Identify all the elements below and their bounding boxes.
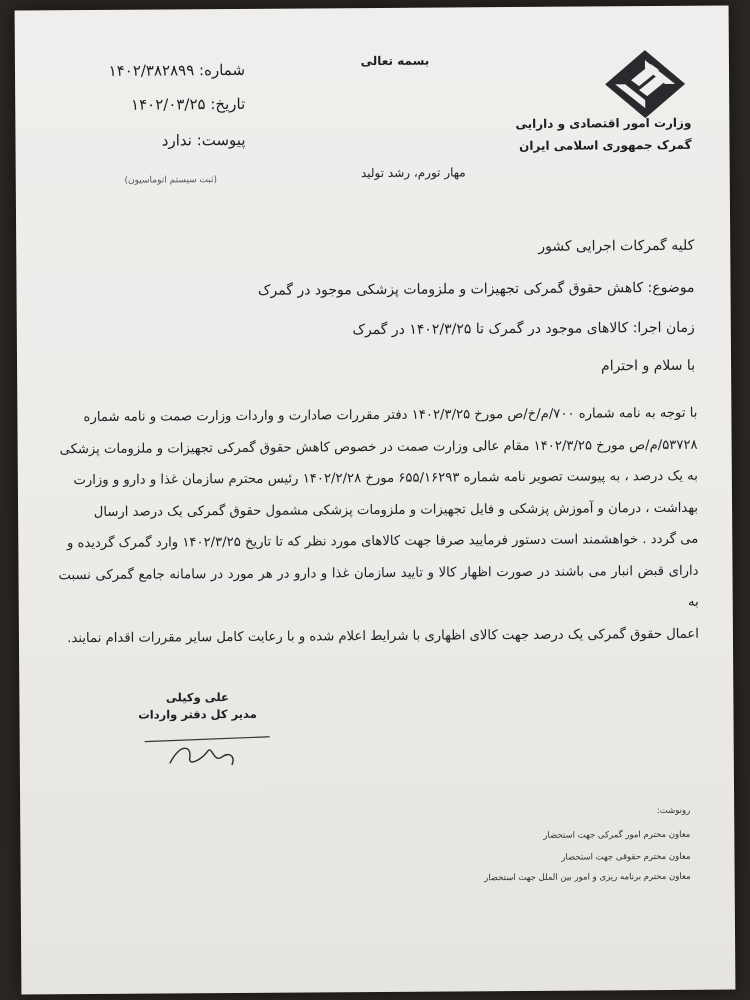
customs-name: گمرک جمهوری اسلامی ایران [519,137,692,153]
system-note: (ثبت سیستم اتوماسیون) [124,175,218,186]
customs-logo-icon [605,50,685,119]
subject: موضوع: کاهش حقوق گمرکی تجهیزات و ملزومات پزشکی موجود در گمرک [257,279,695,299]
ministry-name: وزارت امور اقتصادی و دارایی [515,115,692,132]
letter-body [57,398,699,654]
signer-title: مدیر کل دفتر واردات [138,706,257,722]
handwritten-signature [140,723,290,774]
body-line: اعمال حقوق گمرکی یک درصد جهت کالای اظهاری با شرایط اعلام شده و با رعایت کامل سایر مقررات اقدام نمایند. [67,626,699,646]
bismillah-header: بسمه تعالی [360,53,430,69]
letter-number: شماره: ۱۴۰۲/۳۸۲۸۹۹ [108,60,246,80]
cc-item: معاون محترم حقوقی جهت استحضار [561,851,691,863]
letter-attachment: پیوست: ندارد [161,130,246,150]
body-line: می گردد . خواهشمند است دستور فرمایید صرفا جهت کالاهای مورد نظر که تا تاریخ ۱۴۰۲/۳/۲۵ وارد گمرک گردیده و [66,531,699,552]
letter-page [15,6,736,995]
letter-date: تاریخ: ۱۴۰۲/۰۳/۲۵ [130,94,246,114]
cc-item: معاون محترم امور گمرکی جهت استحضار [543,829,691,841]
cc-heading: رونوشت: [656,805,691,817]
year-slogan: مهار تورم، رشد تولید [360,165,466,181]
greeting: با سلام و احترام [600,357,696,375]
recipient: کلیه گمرکات اجرایی کشور [538,237,695,255]
body-line: بهداشت ، درمان و آموزش پزشکی و فایل تجهیزات و ملزومات پزشکی مشمول حقوق گمرکی یک درصد ارسال [93,500,699,520]
body-line: به یک درصد ، به پیوست تصویر نامه شماره ۶۵۵/۱۶۲۹۳ مورخ ۱۴۰۲/۲/۲۸ رئیس محترم سازمان غذا و دارو و وزارت [73,468,698,489]
signer-name: علی وکیلی [165,690,229,705]
body-line: دارای قبض انبار می باشند در صورت اظهار کالا و تایید سازمان غذا و دارو در هر مورد در سامانه جامع گمرکی نسبت به [58,563,699,610]
signer-block [127,689,267,724]
body-line: ۵۳۷۲۸/م/ص مورخ ۱۴۰۲/۳/۲۵ مقام عالی وزارت صمت در خصوص کاهش حقوق گمرکی تجهیزات و ملزومات پزشکی [59,437,698,457]
body-line: با توجه به نامه شماره ۷۰۰/م/خ/ص مورخ ۱۴۰۲/۳/۲۵ دفتر مقررات صادارت و واردات وزارت صمت و نامه شماره [83,405,698,426]
cc-item: معاون محترم برنامه ریزی و امور بین الملل جهت استحضار [484,871,691,884]
execution-time: زمان اجرا: کالاهای موجود در گمرک تا ۱۴۰۲/۳/۲۵ در گمرک [352,319,695,339]
